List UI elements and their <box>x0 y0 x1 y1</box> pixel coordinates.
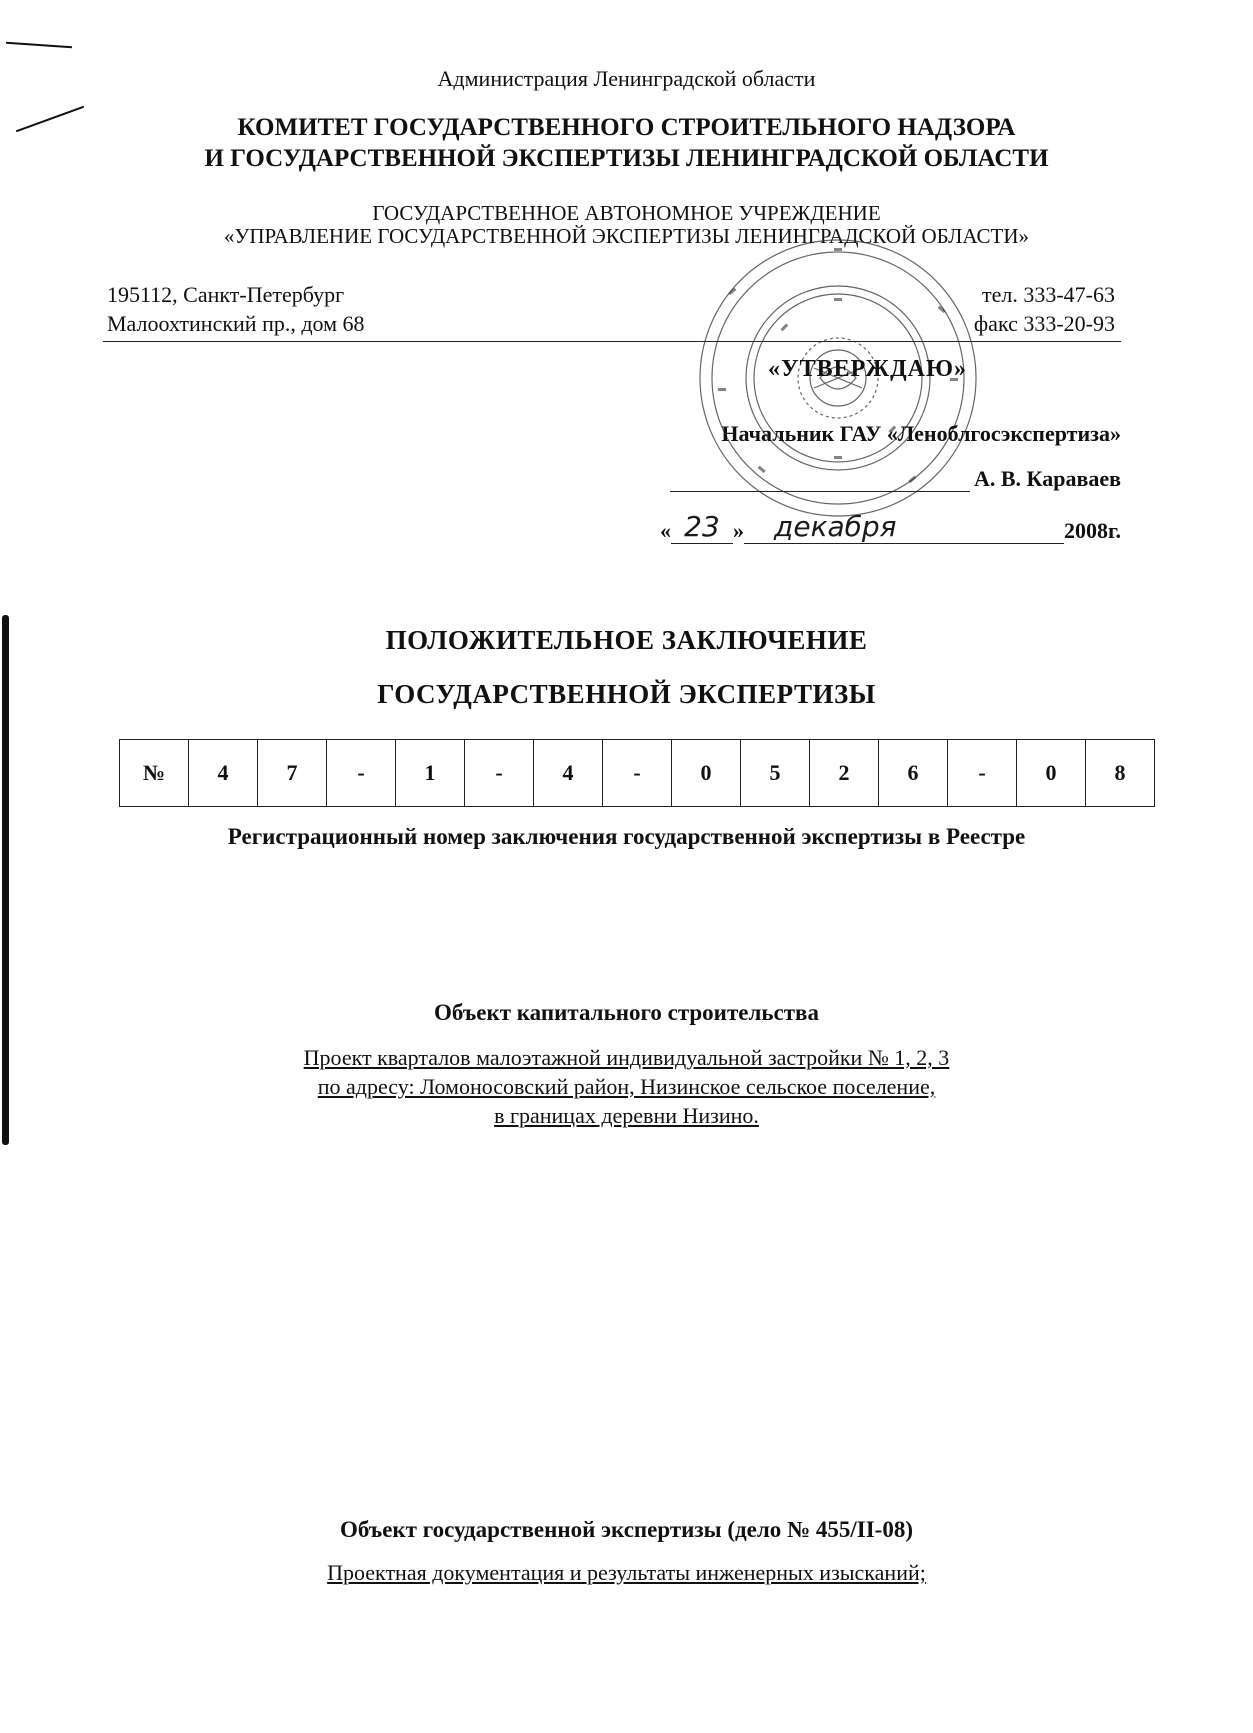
construction-object-line-3: в границах деревни Низино. <box>494 1103 759 1128</box>
committee-name <box>0 112 1253 174</box>
committee-line-2: И ГОСУДАРСТВЕННОЙ ЭКСПЕРТИЗЫ ЛЕНИНГРАДСКОЙ ОБЛАСТИ <box>204 145 1049 172</box>
document-subtitle: ГОСУДАРСТВЕННОЙ ЭКСПЕРТИЗЫ <box>377 679 876 709</box>
registration-number-cell: 5 <box>741 740 810 807</box>
institution-line-2: «УПРАВЛЕНИЕ ГОСУДАРСТВЕННОЙ ЭКСПЕРТИЗЫ ЛЕНИНГРАДСКОЙ ОБЛАСТИ» <box>223 224 1030 248</box>
expertise-object-text: Проектная документация и результаты инженерных изысканий; <box>327 1560 926 1585</box>
approver-name: А. В. Караваев <box>974 466 1121 491</box>
registration-number-cell: 0 <box>1017 740 1086 807</box>
date-month: декабря <box>744 510 1064 544</box>
registration-number-sign: № <box>120 740 189 807</box>
registration-number-cell: 6 <box>879 740 948 807</box>
document-title: ПОЛОЖИТЕЛЬНОЕ ЗАКЛЮЧЕНИЕ <box>385 625 868 655</box>
construction-object-line-2: по адресу: Ломоносовский район, Низинское сельское поселение, <box>317 1074 936 1099</box>
approver-position: Начальник ГАУ «Леноблгосэкспертиза» <box>721 421 1121 446</box>
address-street: Малоохтинский пр., дом 68 <box>107 311 365 336</box>
committee-line-1: КОМИТЕТ ГОСУДАРСТВЕННОГО СТРОИТЕЛЬНОГО НАДЗОРА <box>237 114 1016 141</box>
approval-label: «УТВЕРЖДАЮ» <box>767 356 968 382</box>
registration-number-row <box>120 740 1155 807</box>
construction-object-heading: Объект капитального строительства <box>434 1000 819 1025</box>
fax-number: факс 333-20-93 <box>973 311 1115 336</box>
address-city: 195112, Санкт-Петербург <box>107 282 345 307</box>
registration-number-cell: 4 <box>189 740 258 807</box>
institution-name <box>0 202 1253 248</box>
contacts-block <box>974 280 1115 338</box>
registration-number-cell: - <box>465 740 534 807</box>
registration-number-cell: 2 <box>810 740 879 807</box>
registration-caption: Регистрационный номер заключения государственной экспертизы в Реестре <box>227 824 1026 849</box>
institution-line-1: ГОСУДАРСТВЕННОЕ АВТОНОМНОЕ УЧРЕЖДЕНИЕ <box>372 201 881 225</box>
construction-object-line-1: Проект кварталов малоэтажной индивидуальной застройки № 1, 2, 3 <box>303 1045 950 1070</box>
expertise-object-heading: Объект государственной экспертизы (дело № 455/II-08) <box>339 1517 914 1542</box>
date-open-quote: « <box>659 518 671 543</box>
date-close-quote: » <box>732 518 744 543</box>
registration-number-cell: 4 <box>534 740 603 807</box>
construction-object-text <box>0 1043 1253 1130</box>
registration-number-cell: - <box>603 740 672 807</box>
signature-line <box>670 466 1121 492</box>
date-year: 2008г. <box>1063 518 1121 543</box>
registration-number-table <box>119 739 1155 807</box>
registration-number-cell: - <box>948 740 1017 807</box>
registration-number-cell: 7 <box>258 740 327 807</box>
scan-mark-top <box>6 42 72 49</box>
approval-date <box>660 510 1121 544</box>
registration-number-cell: 0 <box>672 740 741 807</box>
administration-name: Администрация Ленинградской области <box>437 66 816 91</box>
registration-number-cell: 1 <box>396 740 465 807</box>
phone-number: тел. 333-47-63 <box>981 282 1115 307</box>
date-day: 23 <box>671 510 733 544</box>
signature-blank <box>670 469 970 492</box>
registration-number-cell: - <box>327 740 396 807</box>
registration-number-cell: 8 <box>1086 740 1155 807</box>
address-block <box>107 280 365 338</box>
